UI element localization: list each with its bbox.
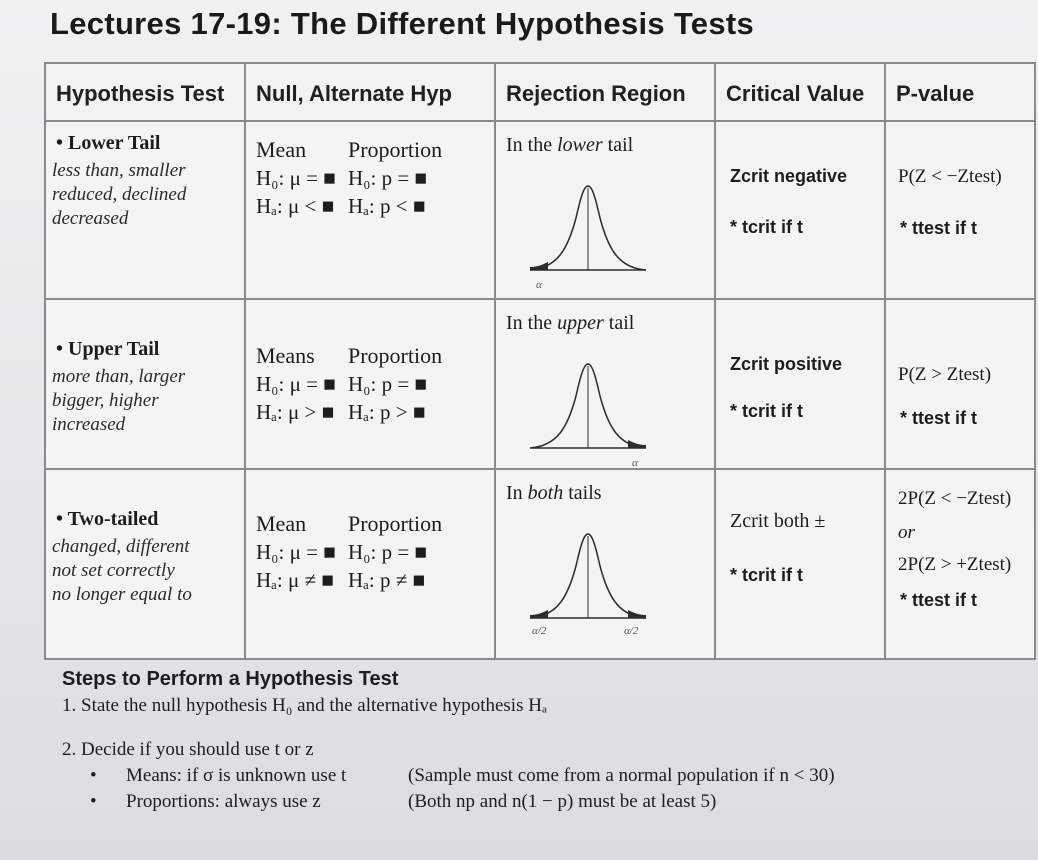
keyword-line: increased (52, 414, 126, 435)
prop-alt: Hₐ: p > ■ (348, 400, 426, 424)
col-header-hyp: Null, Alternate Hyp (245, 63, 495, 121)
keyword-line: less than, smaller (52, 160, 186, 181)
critical-cell (715, 121, 885, 299)
region-label: In the lower tail (506, 134, 634, 156)
pvalue-cell (885, 469, 1035, 659)
prop-null: H₀: p = ■ (348, 166, 428, 190)
step-bullet (90, 791, 1022, 813)
col-header-critical: Critical Value (715, 63, 885, 121)
table-row (45, 299, 1035, 469)
pvalue-formula: 2P(Z < −Ztest) (898, 488, 1012, 509)
test-keywords (52, 159, 244, 231)
bullet-dot: • (90, 791, 97, 812)
pvalue-t-note: * ttest if t (900, 590, 978, 610)
keyword-line: no longer equal to (52, 584, 192, 605)
col-header-region: Rejection Region (495, 63, 715, 121)
mean-label: Mean (256, 137, 307, 162)
hypothesis-cell (245, 121, 495, 299)
mean-null: H₀: μ = ■ (256, 372, 336, 396)
table-row (45, 121, 1035, 299)
region-cell (495, 469, 715, 659)
pvalue-formula: P(Z > Ztest) (898, 364, 992, 385)
lower-tail-curve-icon (528, 178, 648, 290)
bullet-note: (Sample must come from a normal population if n < 30) (408, 765, 835, 786)
test-keywords (52, 535, 244, 607)
page-title: Lectures 17-19: The Different Hypothesis Tests (50, 6, 755, 41)
hypothesis-cell (245, 299, 495, 469)
test-cell (45, 299, 245, 469)
alpha-half-label: α/2 (532, 625, 547, 637)
bullet-note: (Both np and n(1 − p) must be at least 5) (408, 791, 717, 812)
pvalue-or: or (898, 522, 915, 543)
pvalue-cell (885, 299, 1035, 469)
keyword-line: more than, larger (52, 366, 186, 387)
col-header-test: Hypothesis Test (45, 63, 245, 121)
table-row (45, 469, 1035, 659)
hypothesis-tests-table (44, 62, 1036, 660)
hypothesis-grid (256, 510, 494, 594)
bullet-text: Proportions: always use z (126, 791, 321, 812)
upper-tail-curve-icon (528, 356, 648, 468)
test-name: • Upper Tail (56, 338, 160, 360)
alpha-half-label: α/2 (624, 625, 639, 637)
proportion-label: Proportion (348, 511, 443, 536)
steps-section (62, 668, 1022, 813)
step-item: 2. Decide if you should use t or z (62, 739, 314, 760)
region-cell (495, 121, 715, 299)
keyword-line: bigger, higher (52, 390, 159, 411)
step-item: 1. State the null hypothesis H₀ and the alternative hypothesis Hₐ (62, 695, 548, 716)
proportion-label: Proportion (348, 343, 443, 368)
hypothesis-cell (245, 469, 495, 659)
prop-null: H₀: p = ■ (348, 540, 428, 564)
pvalue-t-note: * ttest if t (900, 408, 978, 428)
header-row (45, 63, 1035, 121)
region-label: In both tails (506, 482, 602, 504)
pvalue-cell (885, 121, 1035, 299)
mean-label: Mean (256, 511, 307, 536)
prop-null: H₀: p = ■ (348, 372, 428, 396)
prop-alt: Hₐ: p ≠ ■ (348, 568, 426, 592)
critical-t-note: * tcrit if t (730, 217, 804, 237)
mean-null: H₀: μ = ■ (256, 540, 336, 564)
alpha-label: α (632, 457, 638, 468)
test-name: • Two-tailed (56, 508, 159, 530)
mean-label: Means (256, 343, 315, 368)
critical-value: Zcrit positive (730, 354, 843, 374)
test-keywords (52, 365, 244, 437)
two-tail-curve-icon (528, 526, 648, 638)
critical-cell (715, 299, 885, 469)
mean-alt: Hₐ: μ < ■ (256, 194, 335, 218)
alpha-label: α (536, 279, 542, 290)
test-name: • Lower Tail (56, 132, 161, 154)
region-label: In the upper tail (506, 312, 635, 334)
prop-alt: Hₐ: p < ■ (348, 194, 426, 218)
critical-value: Zcrit negative (730, 166, 848, 186)
critical-cell (715, 469, 885, 659)
pvalue-formula: P(Z < −Ztest) (898, 166, 1002, 187)
mean-alt: Hₐ: μ ≠ ■ (256, 568, 334, 592)
pvalue-t-note: * ttest if t (900, 218, 978, 238)
bullet-text: Means: if σ is unknown use t (126, 765, 347, 786)
test-cell (45, 121, 245, 299)
critical-value: Zcrit both ± (730, 510, 826, 532)
keyword-line: not set correctly (52, 560, 175, 581)
keyword-line: reduced, declined (52, 184, 187, 205)
step-bullet (90, 765, 1022, 787)
mean-alt: Hₐ: μ > ■ (256, 400, 335, 424)
pvalue-formula-2: 2P(Z > +Ztest) (898, 554, 1012, 575)
mean-null: H₀: μ = ■ (256, 166, 336, 190)
proportion-label: Proportion (348, 137, 443, 162)
hypothesis-grid (256, 342, 494, 426)
keyword-line: decreased (52, 208, 129, 229)
region-cell (495, 299, 715, 469)
col-header-pvalue: P-value (885, 63, 1035, 121)
critical-t-note: * tcrit if t (730, 401, 804, 421)
critical-t-note: * tcrit if t (730, 565, 804, 585)
hypothesis-grid (256, 136, 494, 220)
steps-title: Steps to Perform a Hypothesis Test (62, 668, 399, 690)
test-cell (45, 469, 245, 659)
keyword-line: changed, different (52, 536, 190, 557)
bullet-dot: • (90, 765, 97, 786)
